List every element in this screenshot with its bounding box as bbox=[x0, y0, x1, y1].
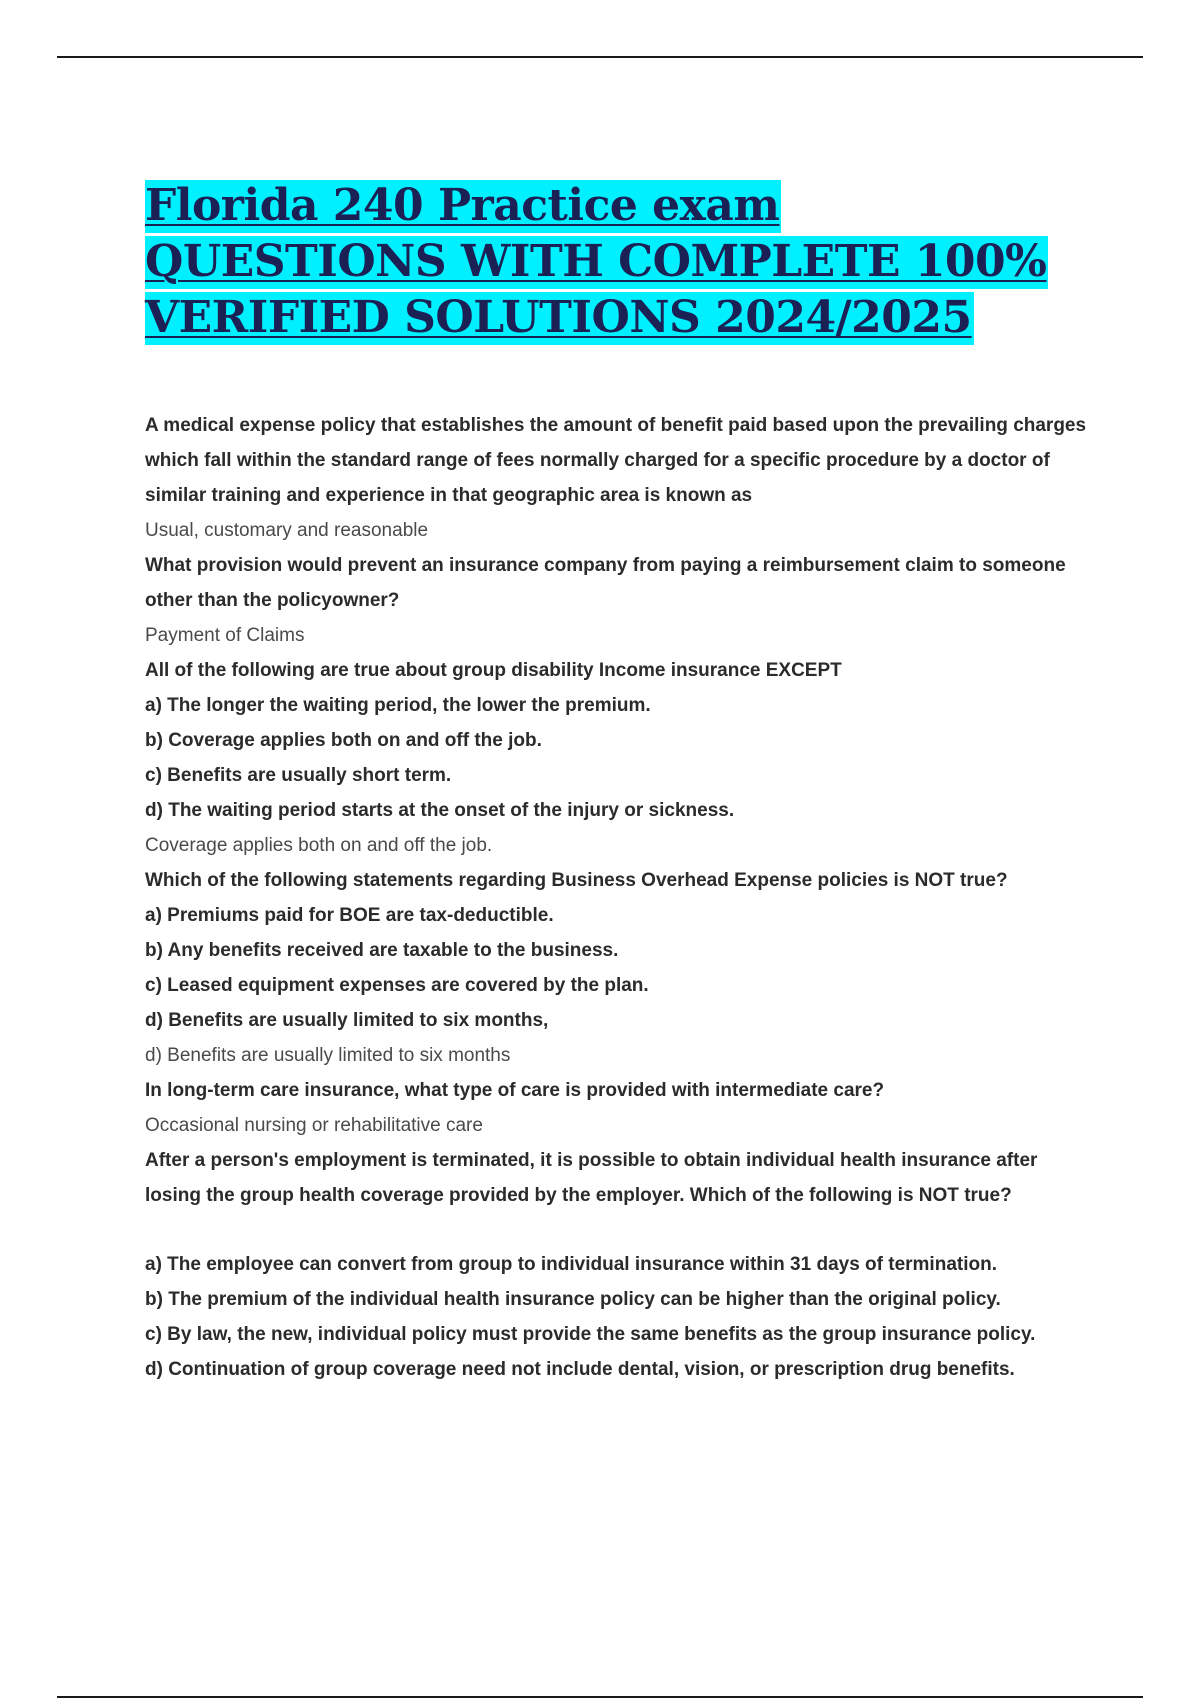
question-3: All of the following are true about group disability Income insurance EXCEPT bbox=[145, 660, 842, 681]
document-title bbox=[145, 178, 1105, 346]
title-line-3: VERIFIED SOLUTIONS 2024/2025 bbox=[145, 292, 972, 343]
question-3-option-c: c) Benefits are usually short term. bbox=[145, 765, 452, 786]
answer-5: Occasional nursing or rehabilitative care bbox=[145, 1115, 483, 1136]
question-2: What provision would prevent an insurance company from paying a reimbursement claim to someone other than the policyowner? bbox=[145, 555, 1066, 611]
question-3-option-a: a) The longer the waiting period, the lower the premium. bbox=[145, 695, 651, 716]
top-rule bbox=[57, 56, 1143, 58]
question-6-option-d: d) Continuation of group coverage need not include dental, vision, or prescription drug benefits. bbox=[145, 1359, 1015, 1380]
question-6-option-a: a) The employee can convert from group to individual insurance within 31 days of termination. bbox=[145, 1254, 997, 1275]
question-4: Which of the following statements regarding Business Overhead Expense policies is NOT true? bbox=[145, 870, 1008, 891]
question-6: After a person's employment is terminated, it is possible to obtain individual health insurance after losing the group health coverage provided by the employer. Which of the following is NOT true? bbox=[145, 1150, 1038, 1206]
question-4-option-a: a) Premiums paid for BOE are tax-deductible. bbox=[145, 905, 554, 926]
title-line-1: Florida 240 Practice exam bbox=[145, 180, 780, 231]
answer-4: d) Benefits are usually limited to six months bbox=[145, 1045, 511, 1066]
question-4-option-b: b) Any benefits received are taxable to the business. bbox=[145, 940, 619, 961]
answer-1: Usual, customary and reasonable bbox=[145, 520, 429, 541]
answer-3: Coverage applies both on and off the job. bbox=[145, 835, 493, 856]
spacer bbox=[145, 1213, 1095, 1247]
question-4-option-c: c) Leased equipment expenses are covered by the plan. bbox=[145, 975, 649, 996]
question-5: In long-term care insurance, what type of care is provided with intermediate care? bbox=[145, 1080, 885, 1101]
question-6-option-b: b) The premium of the individual health insurance policy can be higher than the original policy. bbox=[145, 1289, 1001, 1310]
qa-content bbox=[145, 408, 1095, 1387]
answer-2: Payment of Claims bbox=[145, 625, 305, 646]
question-3-option-b: b) Coverage applies both on and off the job. bbox=[145, 730, 542, 751]
question-1: A medical expense policy that establishes the amount of benefit paid based upon the prevailing charges which fall within the standard range of fees normally charged for a specific procedure by a doctor of similar training and experience in that geographic area is known as bbox=[145, 415, 1087, 506]
question-3-option-d: d) The waiting period starts at the onset of the injury or sickness. bbox=[145, 800, 735, 821]
bottom-rule bbox=[57, 1696, 1143, 1698]
question-4-option-d: d) Benefits are usually limited to six months, bbox=[145, 1010, 549, 1031]
title-line-2: QUESTIONS WITH COMPLETE 100% bbox=[145, 236, 1047, 287]
question-6-option-c: c) By law, the new, individual policy must provide the same benefits as the group insurance policy. bbox=[145, 1324, 1036, 1345]
